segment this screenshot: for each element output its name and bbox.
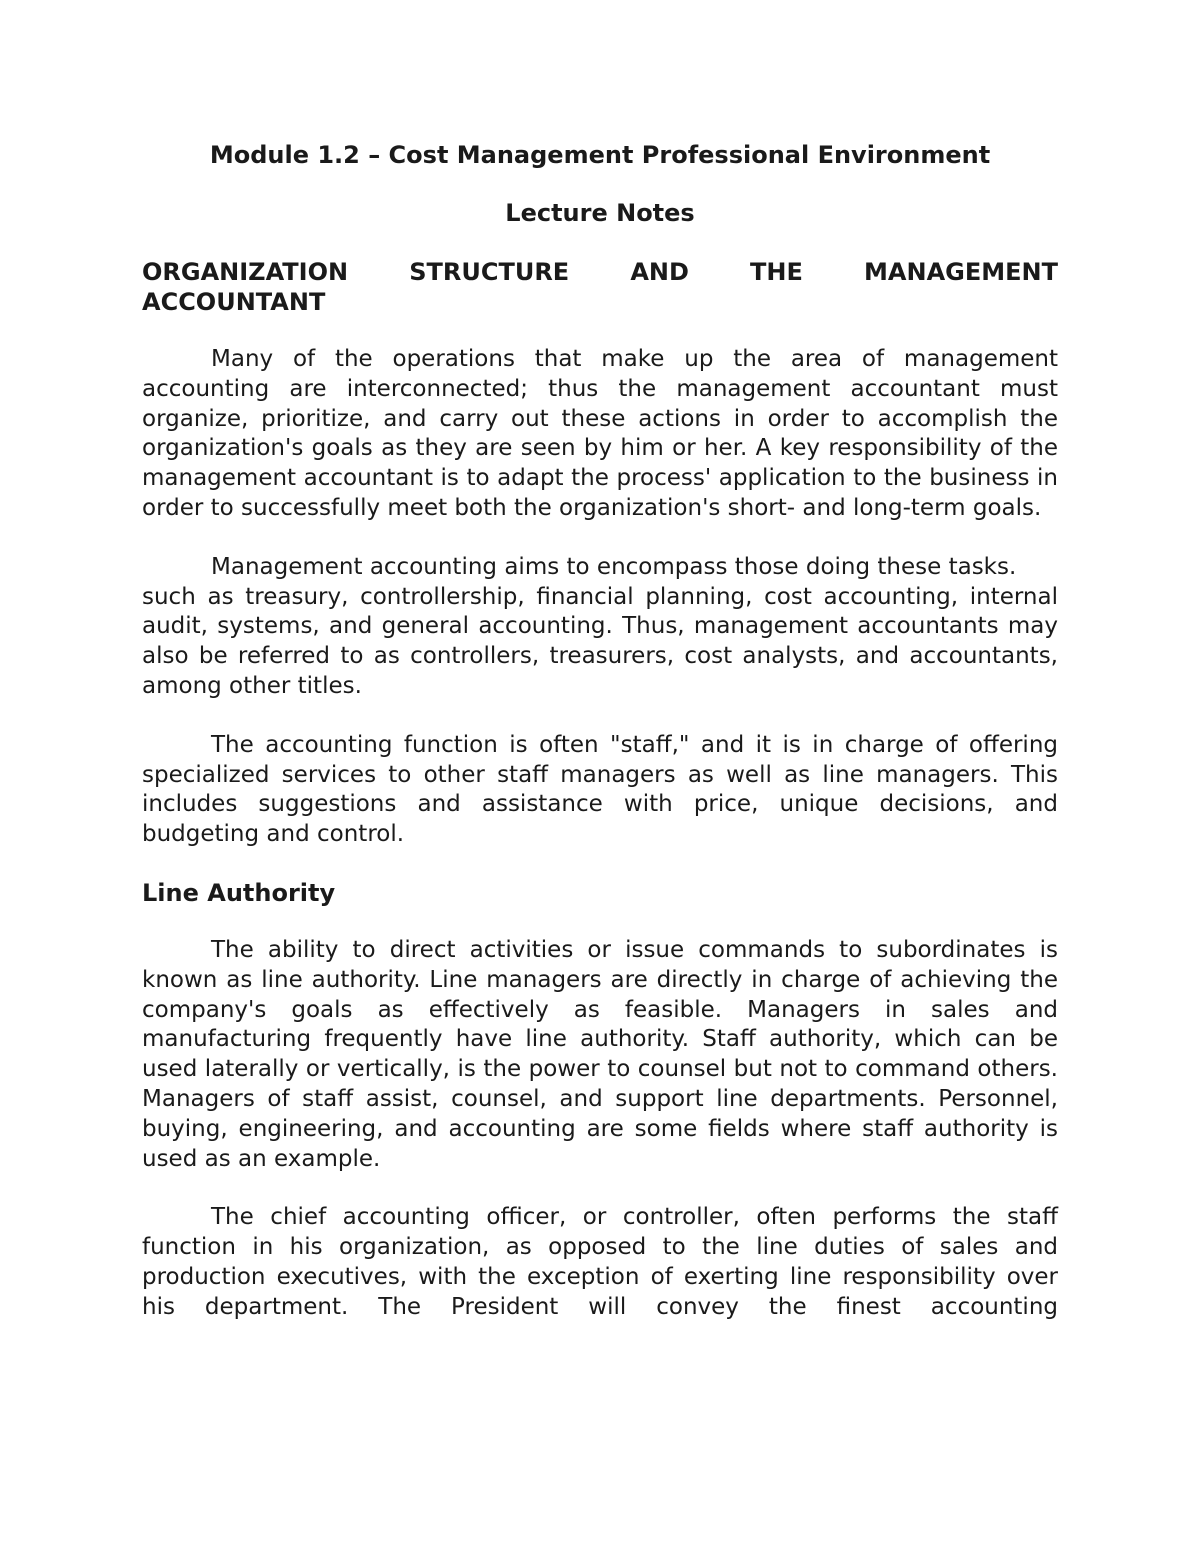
paragraph-line-authority: The ability to direct activities or issue commands to subordinates is known as line authority. Line managers are directly in charge of achieving the company's goals as effectively as feasible. Managers in sales and manufacturing frequently have line authority. Staff authority, which can be used laterally or vertically, is the power to counsel but not to command others. Managers of staff assist, counsel, and support line departments. Personnel, buying, engineering, and accounting are some fields where staff authority is used as an example. bbox=[142, 936, 1058, 1172]
paragraph-management-accounting-aims: Management accounting aims to encompass those doing these tasks. bbox=[211, 553, 1017, 580]
paragraph-operations: Many of the operations that make up the area of management accounting are interconnected; thus the management accountant must organize, prioritize, and carry out these actions in order to accomplish the organization's goals as they are seen by him or her. A key responsibility of the management accountant is to adapt the process' application to the business in order to successfully meet both the organization's short- and long-term goals. bbox=[142, 346, 1058, 521]
section-heading-line2: ACCOUNTANT bbox=[142, 288, 326, 316]
paragraph-such-as-treasury: such as treasury, controllership, financial planning, cost accounting, internal audit, systems, and general accounting. Thus, management accountants may also be referred to as controllers, treasurers, cost analysts, and accountants, among other titles. bbox=[142, 583, 1058, 699]
document-subtitle: Lecture Notes bbox=[505, 199, 695, 227]
section-heading-line1: ORGANIZATION STRUCTURE AND THE MANAGEMENT bbox=[142, 258, 1058, 286]
paragraph-chief-accounting-officer: The chief accounting officer, or controller, often performs the staff function in his organization, as opposed to the line duties of sales and production executives, with the exception of exerting line responsibility over his department. The President will convey the finest accounting bbox=[142, 1204, 1058, 1320]
document-title: Module 1.2 – Cost Management Professional Environment bbox=[209, 141, 991, 169]
line-authority-heading: Line Authority bbox=[142, 878, 336, 907]
document-page bbox=[142, 140, 1058, 1323]
paragraph-accounting-function: The accounting function is often "staff," and it is in charge of offering specialized services to other staff managers as well as line managers. This includes suggestions and assistance with price, unique decisions, and budgeting and control. bbox=[142, 731, 1058, 848]
